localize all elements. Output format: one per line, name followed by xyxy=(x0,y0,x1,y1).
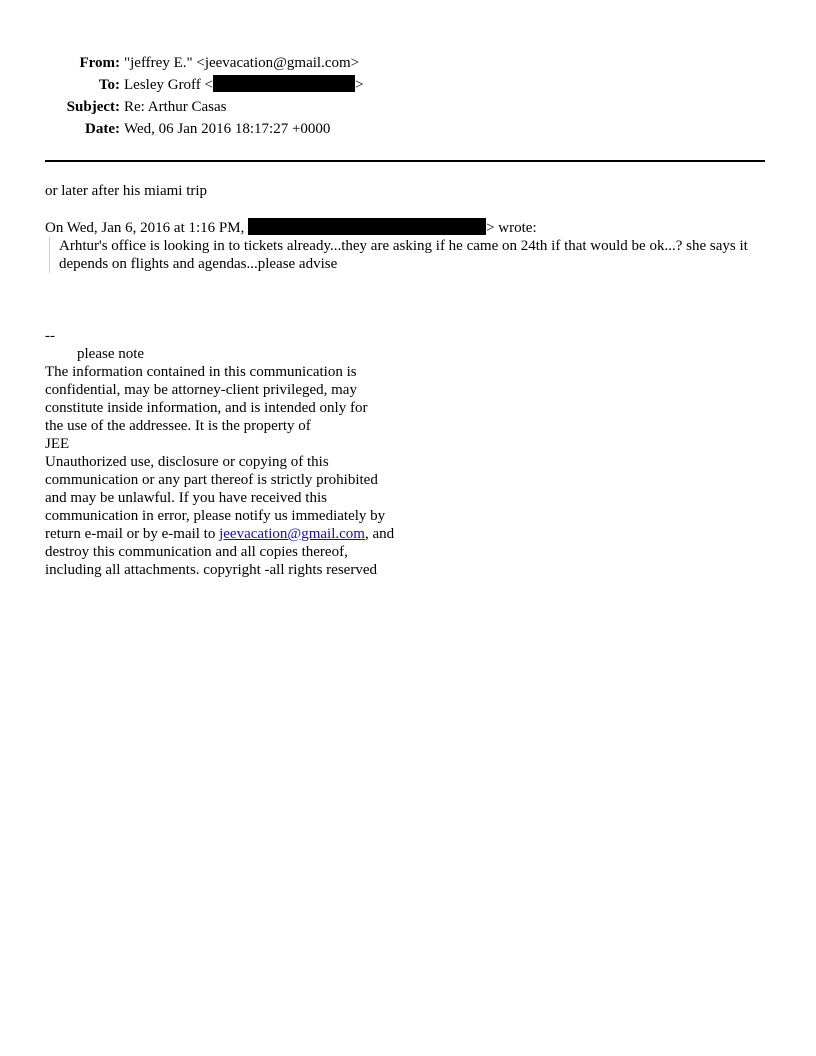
disclaimer-line: destroy this communication and all copies thereof, xyxy=(45,544,348,560)
to-name: Lesley Groff < xyxy=(124,77,213,93)
redaction-box xyxy=(213,75,355,92)
signature-separator: -- xyxy=(45,328,55,344)
redaction-box xyxy=(248,218,486,235)
attribution-wrote: > wrote: xyxy=(486,220,537,236)
date-value: Wed, 06 Jan 2016 18:17:27 +0000 xyxy=(124,121,331,137)
date-label: Date: xyxy=(85,121,120,137)
to-close-bracket: > xyxy=(355,77,364,93)
email-link[interactable]: jeevacation@gmail.com xyxy=(219,526,365,542)
email-header xyxy=(45,52,363,140)
header-divider xyxy=(45,160,765,162)
subject-label: Subject: xyxy=(66,99,120,115)
quote-attribution xyxy=(45,218,537,237)
to-label: To: xyxy=(98,77,120,93)
quoted-message xyxy=(49,237,779,273)
disclaimer-line: confidential, may be attorney-client privileged, may xyxy=(45,382,357,398)
to-value xyxy=(124,74,363,96)
disclaimer-line: The information contained in this communication is xyxy=(45,364,357,380)
disclaimer-line xyxy=(45,525,394,543)
disclaimer-line: including all attachments. copyright -all rights reserved xyxy=(45,562,377,578)
disclaimer-line: constitute inside information, and is intended only for xyxy=(45,400,368,416)
disclaimer-line: communication or any part thereof is strictly prohibited xyxy=(45,472,378,488)
disclaimer-line: the use of the addressee. It is the property of xyxy=(45,418,311,434)
reply-text: or later after his miami trip xyxy=(45,183,208,199)
quoted-text: Arhtur's office is looking in to tickets already...they are asking if he came on 24th if that would be ok...? she says it depends on flights and agendas...please advise xyxy=(59,238,748,272)
disclaimer-line: JEE xyxy=(45,436,70,452)
subject-row xyxy=(45,96,363,118)
subject-value: Re: Arthur Casas xyxy=(124,99,227,115)
from-value: "jeffrey E." <jeevacation@gmail.com> xyxy=(124,55,360,71)
attribution-date: On Wed, Jan 6, 2016 at 1:16 PM, xyxy=(45,220,245,236)
return-email-suffix: , and xyxy=(364,526,395,542)
disclaimer-line: Unauthorized use, disclosure or copying of this xyxy=(45,454,329,470)
to-row xyxy=(45,74,363,96)
date-row xyxy=(45,118,363,140)
return-email-text: return e-mail or by e-mail to xyxy=(45,526,220,542)
from-label: From: xyxy=(79,55,120,71)
disclaimer-line: communication in error, please notify us immediately by xyxy=(45,508,386,524)
disclaimer-line: and may be unlawful. If you have received this xyxy=(45,490,327,506)
please-note: please note xyxy=(77,346,145,362)
signature-block xyxy=(45,327,394,579)
from-row xyxy=(45,52,363,74)
